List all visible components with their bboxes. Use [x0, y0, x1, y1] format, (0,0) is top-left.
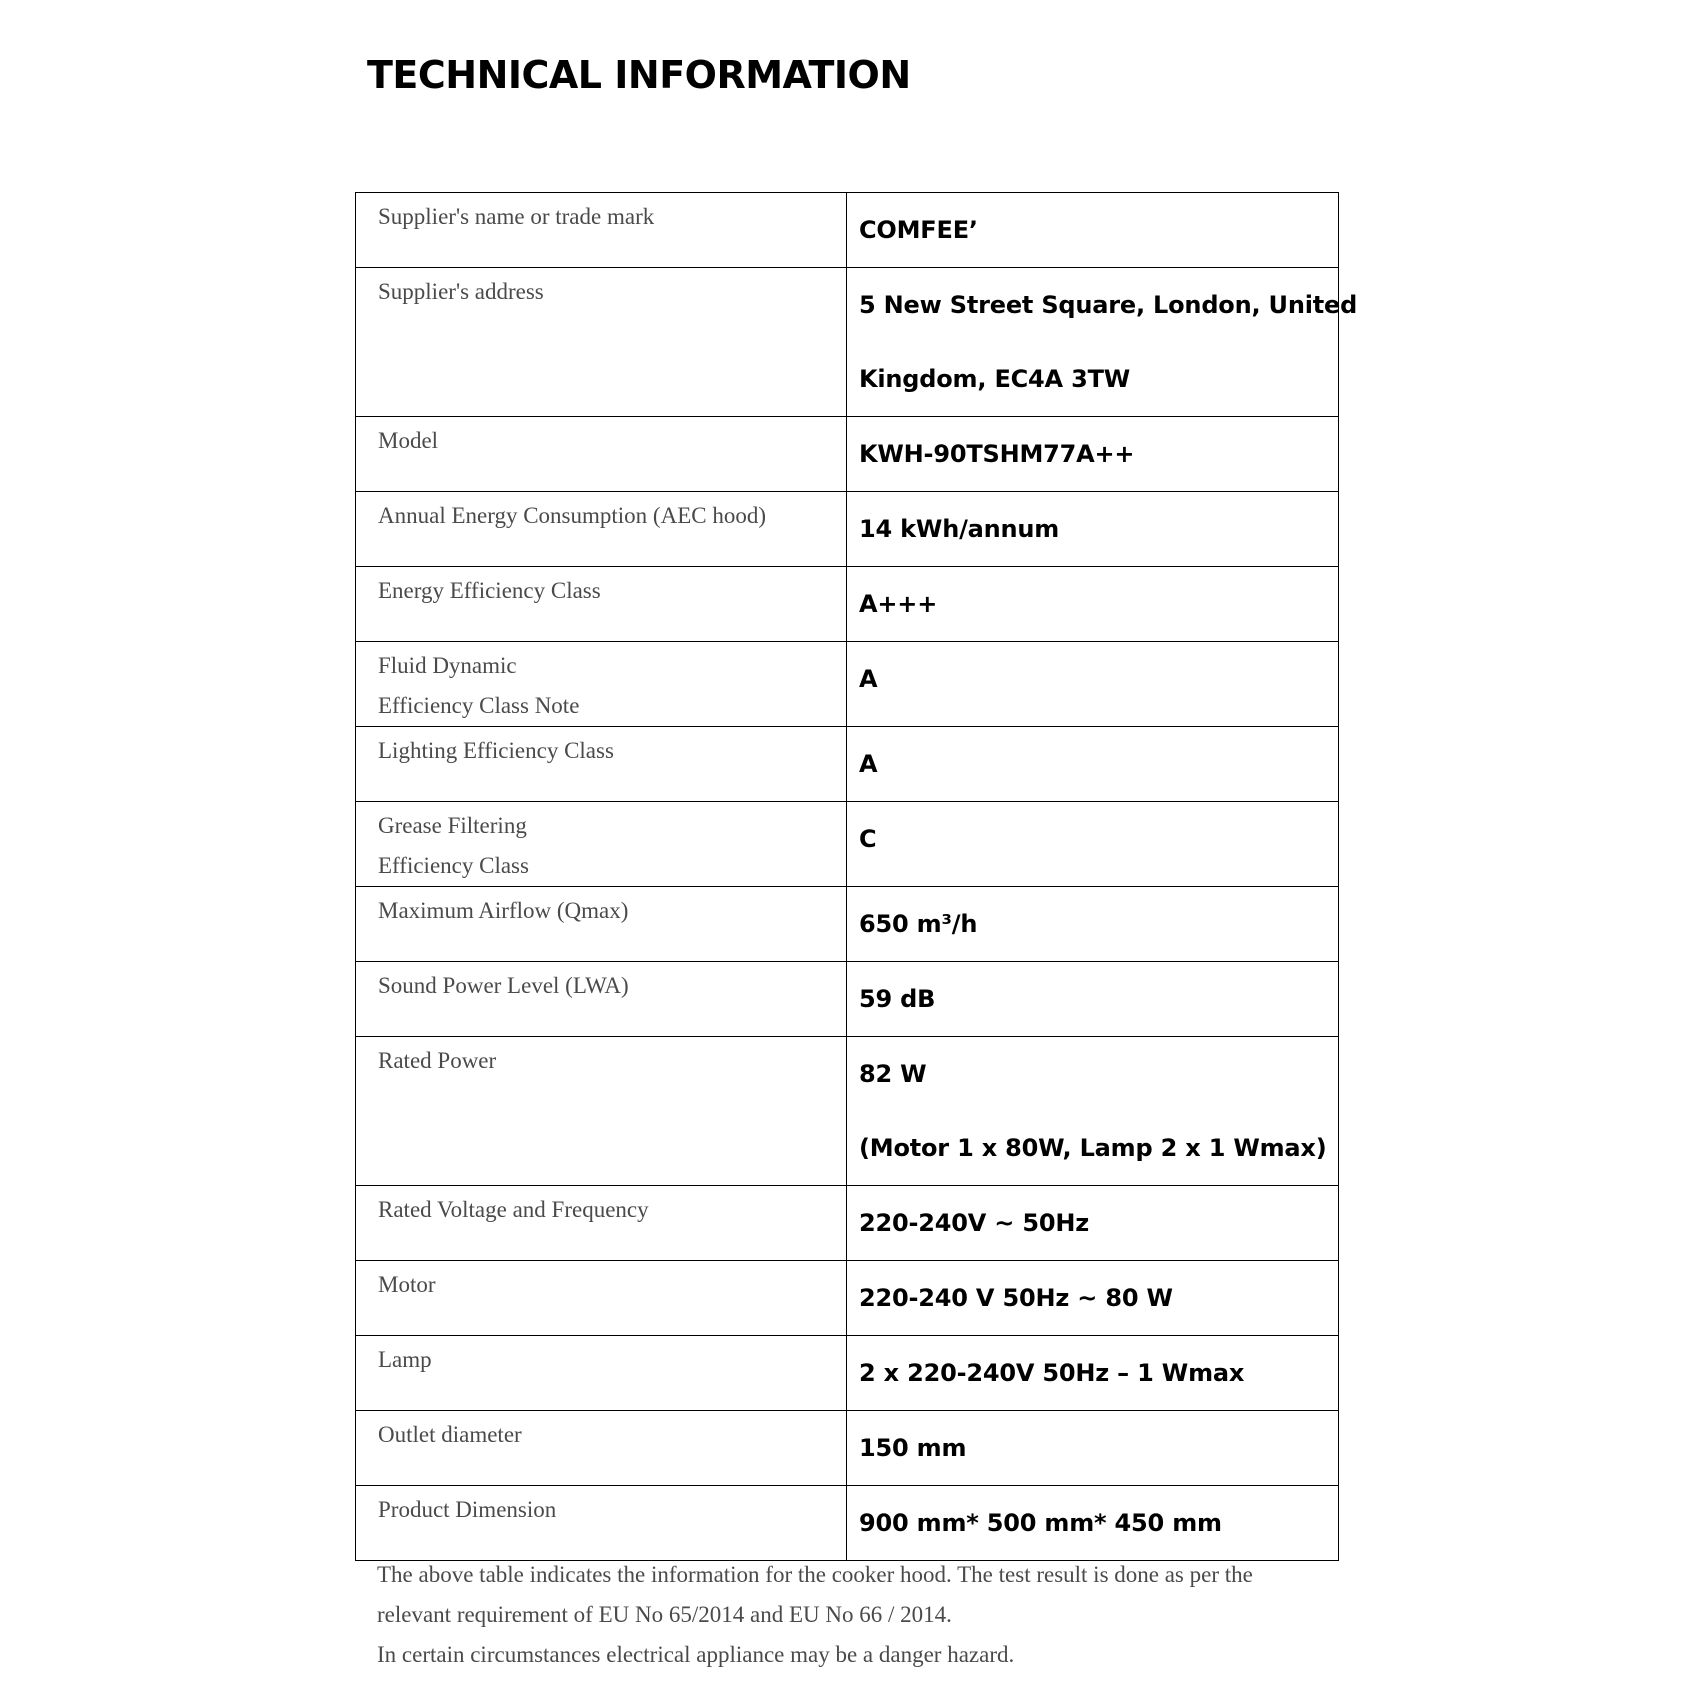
table-row — [356, 1186, 1339, 1261]
table-row — [356, 417, 1339, 492]
table-row — [356, 802, 1339, 887]
footnote-line: In certain circumstances electrical appliance may be a danger hazard. — [377, 1642, 1015, 1667]
row-value: 150 mm — [847, 1411, 1339, 1486]
technical-info-table — [355, 192, 1358, 1561]
table-row — [356, 1037, 1339, 1186]
row-value: 900 mm* 500 mm* 450 mm — [847, 1486, 1339, 1561]
row-label: Fluid Dynamic Efficiency Class Note — [356, 642, 847, 727]
table-row — [356, 268, 1339, 417]
row-label: Maximum Airflow (Qmax) — [356, 887, 847, 962]
table-row — [356, 193, 1339, 268]
row-value: A — [847, 642, 1339, 727]
row-value: 220-240V ~ 50Hz — [847, 1186, 1339, 1261]
row-label: Outlet diameter — [356, 1411, 847, 1486]
table-row — [356, 1486, 1339, 1561]
table-row — [356, 962, 1339, 1037]
row-value: 82 W (Motor 1 x 80W, Lamp 2 x 1 Wmax) — [847, 1037, 1339, 1186]
row-label: Sound Power Level (LWA) — [356, 962, 847, 1037]
row-value: 220-240 V 50Hz ~ 80 W — [847, 1261, 1339, 1336]
table-row — [356, 567, 1339, 642]
table-row — [356, 1261, 1339, 1336]
row-value: 59 dB — [847, 962, 1339, 1037]
row-label: Grease Filtering Efficiency Class — [356, 802, 847, 887]
row-value: COMFEE’ — [847, 193, 1339, 268]
table-row — [356, 492, 1339, 567]
row-label: Rated Voltage and Frequency — [356, 1186, 847, 1261]
row-label: Energy Efficiency Class — [356, 567, 847, 642]
page-title: TECHNICAL INFORMATION — [367, 53, 911, 97]
row-value: A+++ — [847, 567, 1339, 642]
row-value: A — [847, 727, 1339, 802]
table-row — [356, 642, 1339, 727]
table-row — [356, 1336, 1339, 1411]
row-label: Supplier's address — [356, 268, 847, 417]
row-label: Rated Power — [356, 1037, 847, 1186]
row-value: 2 x 220-240V 50Hz – 1 Wmax — [847, 1336, 1339, 1411]
row-label: Product Dimension — [356, 1486, 847, 1561]
row-value: C — [847, 802, 1339, 887]
row-value: KWH-90TSHM77A++ — [847, 417, 1339, 492]
footnote-line: relevant requirement of EU No 65/2014 and EU No 66 / 2014. — [377, 1602, 952, 1627]
footnote-line: The above table indicates the information for the cooker hood. The test result is done as per the — [377, 1562, 1253, 1587]
row-value: 5 New Street Square, London, United Kingdom, EC4A 3TW — [847, 268, 1339, 417]
row-label: Model — [356, 417, 847, 492]
row-value: 650 m³/h — [847, 887, 1339, 962]
row-label: Annual Energy Consumption (AEC hood) — [356, 492, 847, 567]
row-label: Lighting Efficiency Class — [356, 727, 847, 802]
row-value: 14 kWh/annum — [847, 492, 1339, 567]
row-label: Motor — [356, 1261, 847, 1336]
table-row — [356, 887, 1339, 962]
table-row — [356, 1411, 1339, 1486]
table-row — [356, 727, 1339, 802]
row-label: Lamp — [356, 1336, 847, 1411]
footnote — [377, 1555, 1337, 1675]
row-label: Supplier's name or trade mark — [356, 193, 847, 268]
